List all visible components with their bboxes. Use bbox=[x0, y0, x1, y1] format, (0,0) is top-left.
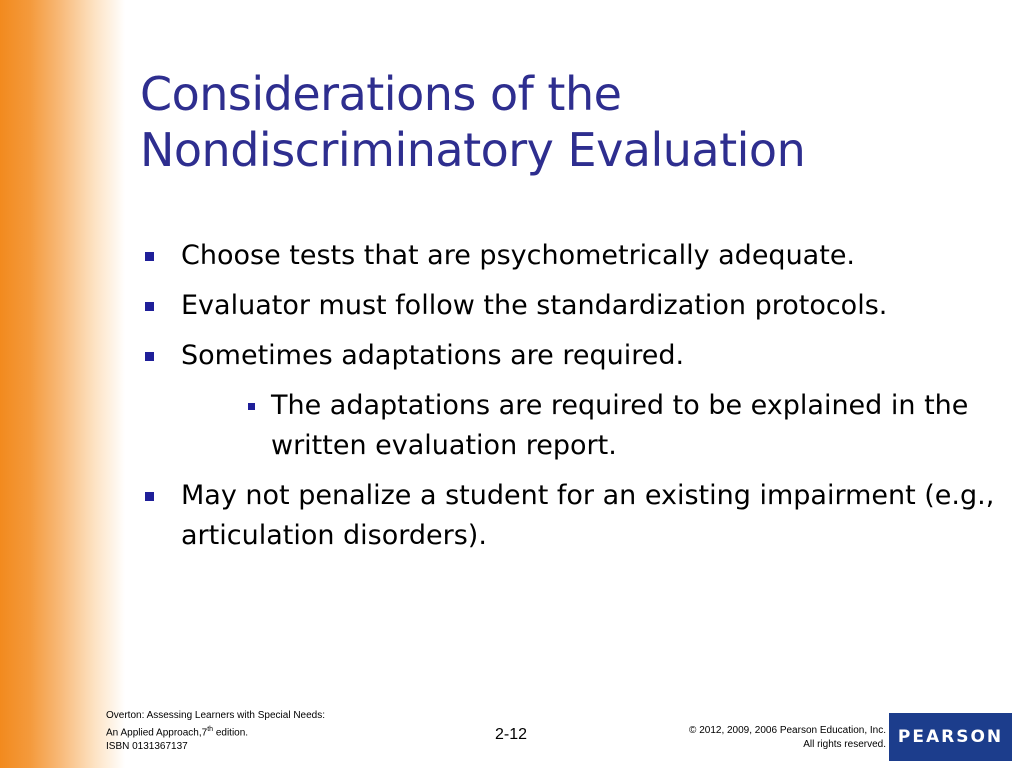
footer-copyright bbox=[689, 724, 886, 752]
slide-title-line-1: Considerations of the bbox=[140, 67, 622, 121]
slide-title bbox=[140, 66, 1000, 178]
pearson-logo: PEARSON bbox=[889, 713, 1012, 761]
square-bullet-icon bbox=[145, 492, 154, 501]
copyright-line: © 2012, 2009, 2006 Pearson Education, Inc. bbox=[689, 725, 886, 736]
sub-bullet-item bbox=[140, 386, 1010, 466]
square-bullet-icon bbox=[145, 352, 154, 361]
bullet-item bbox=[140, 286, 1010, 326]
edition-superscript: th bbox=[207, 726, 214, 733]
bullet-text: Evaluator must follow the standardization protocols. bbox=[181, 290, 888, 321]
bullet-text: Sometimes adaptations are required. bbox=[181, 340, 685, 371]
orange-side-band bbox=[0, 0, 125, 768]
isbn: ISBN 0131367137 bbox=[106, 741, 188, 753]
source-line-2-edition: edition. bbox=[213, 727, 249, 739]
rights-line: All rights reserved. bbox=[803, 739, 886, 750]
footer-source bbox=[106, 709, 325, 754]
square-bullet-icon bbox=[248, 403, 255, 410]
bullet-list bbox=[140, 236, 1010, 566]
bullet-text: Choose tests that are psychometrically adequate. bbox=[181, 240, 856, 271]
sub-bullet-text: The adaptations are required to be explained in the written evaluation report. bbox=[271, 390, 969, 461]
source-line-1: Overton: Assessing Learners with Special Needs: bbox=[106, 710, 325, 721]
source-line-2 bbox=[106, 723, 325, 740]
square-bullet-icon bbox=[145, 302, 154, 311]
slide-title-line-2: Nondiscriminatory Evaluation bbox=[140, 123, 806, 177]
bullet-item bbox=[140, 236, 1010, 276]
bullet-text: May not penalize a student for an existing impairment (e.g., articulation disorders). bbox=[181, 480, 995, 551]
page-number: 2-12 bbox=[495, 726, 528, 743]
square-bullet-icon bbox=[145, 252, 154, 261]
bullet-item bbox=[140, 336, 1010, 376]
bullet-item bbox=[140, 476, 1010, 556]
source-line-2-text: An Applied Approach,7 bbox=[106, 727, 208, 739]
